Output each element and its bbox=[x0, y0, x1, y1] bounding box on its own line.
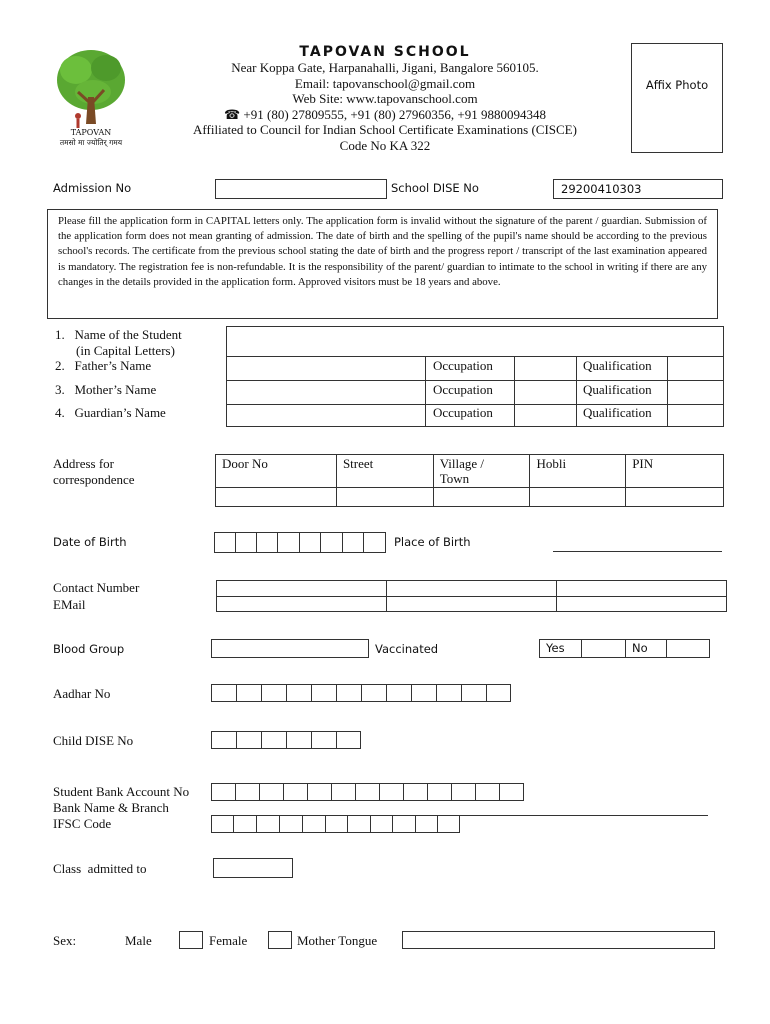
logo-name: TAPOVAN bbox=[70, 128, 112, 137]
bank-account-input-grid[interactable] bbox=[211, 783, 524, 801]
school-code: Code No KA 322 bbox=[339, 137, 431, 153]
dob-digit-box[interactable] bbox=[342, 532, 363, 553]
ifsc-char-box[interactable] bbox=[370, 815, 392, 833]
ifsc-char-box[interactable] bbox=[302, 815, 325, 833]
address-col-pin: PIN bbox=[626, 455, 724, 488]
dise-digit-box[interactable] bbox=[336, 731, 361, 749]
yes-text: Yes bbox=[546, 641, 565, 655]
account-digit-box[interactable] bbox=[403, 783, 427, 801]
village-input[interactable] bbox=[433, 488, 530, 507]
guardian-occupation-input[interactable] bbox=[514, 404, 577, 427]
ifsc-char-box[interactable] bbox=[392, 815, 415, 833]
header-block bbox=[150, 44, 620, 153]
ifsc-char-box[interactable] bbox=[325, 815, 347, 833]
qualification-text: Qualification bbox=[583, 405, 652, 420]
aadhar-digit-box[interactable] bbox=[311, 684, 336, 702]
contact-number-input-3[interactable] bbox=[556, 580, 727, 597]
vaccinated-no-box[interactable] bbox=[666, 639, 710, 658]
photo-label: Affix Photo bbox=[645, 78, 709, 92]
aadhar-digit-box[interactable] bbox=[461, 684, 486, 702]
admission-no-input[interactable] bbox=[215, 179, 387, 199]
account-digit-box[interactable] bbox=[427, 783, 451, 801]
school-dise-field bbox=[553, 179, 723, 199]
account-digit-box[interactable] bbox=[355, 783, 379, 801]
aadhar-digit-box[interactable] bbox=[286, 684, 311, 702]
dise-digit-box[interactable] bbox=[286, 731, 311, 749]
father-qualification-input[interactable] bbox=[667, 356, 724, 381]
address-col-hobli: Hobli bbox=[530, 455, 626, 488]
mother-tongue-label: Mother Tongue bbox=[297, 933, 378, 948]
door-no-input[interactable] bbox=[216, 488, 337, 507]
contact-number-input-2[interactable] bbox=[386, 580, 557, 597]
aadhar-digit-box[interactable] bbox=[211, 684, 236, 702]
account-digit-box[interactable] bbox=[499, 783, 524, 801]
address-table bbox=[215, 454, 724, 507]
ifsc-label: IFSC Code bbox=[53, 816, 112, 831]
father-occupation-label bbox=[425, 356, 515, 381]
pin-input[interactable] bbox=[626, 488, 724, 507]
school-address: Near Koppa Gate, Harpanahalli, Jigani, Bangalore 560105. bbox=[231, 60, 539, 75]
blood-group-label: Blood Group bbox=[53, 642, 125, 656]
vaccinated-yes-label bbox=[539, 639, 582, 658]
email-input-3[interactable] bbox=[556, 596, 727, 612]
dob-digit-box[interactable] bbox=[320, 532, 342, 553]
address-col-door: Door No bbox=[216, 455, 337, 488]
address-col-street: Street bbox=[336, 455, 433, 488]
dob-input-grid[interactable] bbox=[214, 532, 386, 553]
guardian-name-input[interactable] bbox=[226, 404, 426, 427]
father-name-input[interactable] bbox=[226, 356, 426, 381]
ifsc-input-grid[interactable] bbox=[211, 815, 460, 833]
father-occupation-input[interactable] bbox=[514, 356, 577, 381]
account-digit-box[interactable] bbox=[211, 783, 235, 801]
student-name-input[interactable] bbox=[226, 326, 724, 357]
aadhar-digit-box[interactable] bbox=[486, 684, 511, 702]
mother-name-label: 3. Mother’s Name bbox=[55, 382, 157, 397]
instructions-text: Please fill the application form in CAPITAL letters only. The application form is invalid without the signature of the parent / guardian. Submission of the application form does not mean granting of admission. The date of birth and the spelling of the pupil's name should be according to the previous school's records. The certificate from the previous school stating the date of birth and the progress report / transcript of the last examination appeared is mandatory. The registration fee is non-refundable. It is the responsibility of the parent/ guardian to intimate to the school in writing if there are any changes in the details provided in the application form. Approved visitors must be 18 years and above. bbox=[58, 215, 707, 288]
account-digit-box[interactable] bbox=[235, 783, 259, 801]
account-digit-box[interactable] bbox=[379, 783, 403, 801]
vaccinated-label: Vaccinated bbox=[375, 642, 439, 656]
female-checkbox[interactable] bbox=[268, 931, 292, 949]
account-digit-box[interactable] bbox=[259, 783, 283, 801]
account-digit-box[interactable] bbox=[451, 783, 475, 801]
ifsc-char-box[interactable] bbox=[415, 815, 437, 833]
dob-digit-box[interactable] bbox=[214, 532, 235, 553]
dob-digit-box[interactable] bbox=[363, 532, 386, 553]
aadhar-label: Aadhar No bbox=[53, 686, 111, 701]
dise-digit-box[interactable] bbox=[211, 731, 236, 749]
contact-number-input-1[interactable] bbox=[216, 580, 387, 597]
aadhar-input-grid[interactable] bbox=[211, 684, 511, 702]
mother-occupation-label bbox=[425, 380, 515, 405]
school-dise-value: 29200410303 bbox=[561, 182, 642, 196]
aadhar-digit-box[interactable] bbox=[411, 684, 436, 702]
ifsc-char-box[interactable] bbox=[256, 815, 279, 833]
school-affiliation: Affiliated to Council for Indian School Certificate Examinations (CISCE) bbox=[193, 122, 577, 137]
mother-occupation-input[interactable] bbox=[514, 380, 577, 405]
vaccinated-no-label bbox=[625, 639, 667, 658]
bank-name-label: Bank Name & Branch bbox=[53, 800, 169, 815]
male-label: Male bbox=[125, 933, 152, 948]
pob-label: Place of Birth bbox=[394, 535, 471, 549]
occupation-text: Occupation bbox=[433, 382, 493, 397]
email-label: EMail bbox=[53, 597, 86, 612]
email-input-2[interactable] bbox=[386, 596, 557, 612]
account-digit-box[interactable] bbox=[475, 783, 499, 801]
guardian-name-label: 4. Guardian’s Name bbox=[55, 405, 166, 420]
guardian-qualification-label bbox=[576, 404, 668, 427]
mother-qualification-label bbox=[576, 380, 668, 405]
student-name-sublabel: (in Capital Letters) bbox=[76, 343, 175, 358]
dob-digit-box[interactable] bbox=[277, 532, 299, 553]
male-checkbox[interactable] bbox=[179, 931, 203, 949]
guardian-occupation-label bbox=[425, 404, 515, 427]
email-input-1[interactable] bbox=[216, 596, 387, 612]
address-label-line2: correspondence bbox=[53, 472, 135, 487]
ifsc-char-box[interactable] bbox=[233, 815, 256, 833]
bank-account-label: Student Bank Account No bbox=[53, 784, 190, 799]
dise-digit-box[interactable] bbox=[236, 731, 261, 749]
dob-digit-box[interactable] bbox=[235, 532, 256, 553]
contact-number-label: Contact Number bbox=[53, 580, 140, 595]
school-logo bbox=[48, 42, 134, 152]
blood-group-input[interactable] bbox=[211, 639, 369, 658]
hobli-input[interactable] bbox=[530, 488, 626, 507]
account-digit-box[interactable] bbox=[283, 783, 307, 801]
ifsc-char-box[interactable] bbox=[279, 815, 302, 833]
mother-name-input[interactable] bbox=[226, 380, 426, 405]
address-label-line1: Address for bbox=[53, 456, 115, 471]
ifsc-char-box[interactable] bbox=[347, 815, 370, 833]
father-qualification-label bbox=[576, 356, 668, 381]
mother-tongue-input[interactable] bbox=[402, 931, 715, 949]
account-digit-box[interactable] bbox=[331, 783, 355, 801]
pob-input-line[interactable] bbox=[553, 551, 722, 552]
class-admitted-label: Class admitted to bbox=[53, 861, 147, 876]
qualification-text: Qualification bbox=[583, 382, 652, 397]
guardian-qualification-input[interactable] bbox=[667, 404, 724, 427]
dob-digit-box[interactable] bbox=[299, 532, 320, 553]
admission-label: Admission No bbox=[53, 181, 132, 195]
ifsc-char-box[interactable] bbox=[437, 815, 460, 833]
dob-label: Date of Birth bbox=[53, 535, 127, 549]
qualification-text: Qualification bbox=[583, 358, 652, 373]
occupation-text: Occupation bbox=[433, 405, 493, 420]
ifsc-char-box[interactable] bbox=[211, 815, 233, 833]
aadhar-digit-box[interactable] bbox=[336, 684, 361, 702]
aadhar-digit-box[interactable] bbox=[361, 684, 386, 702]
address-header-row bbox=[216, 455, 724, 488]
school-phone: ☎ +91 (80) 27809555, +91 (80) 27960356, +91 9880094348 bbox=[223, 106, 546, 122]
address-input-row bbox=[216, 488, 724, 507]
aadhar-digit-box[interactable] bbox=[436, 684, 461, 702]
mother-qualification-input[interactable] bbox=[667, 380, 724, 405]
street-input[interactable] bbox=[336, 488, 433, 507]
dise-digit-box[interactable] bbox=[311, 731, 336, 749]
school-name: TAPOVAN SCHOOL bbox=[299, 44, 471, 60]
dob-digit-box[interactable] bbox=[256, 532, 277, 553]
aadhar-digit-box[interactable] bbox=[386, 684, 411, 702]
no-text: No bbox=[632, 641, 648, 655]
class-admitted-input[interactable] bbox=[213, 858, 293, 878]
logo-motto: तमसो मा ज्योतिर् गमय bbox=[59, 138, 123, 147]
school-email: Email: tapovanschool@gmail.com bbox=[294, 75, 476, 91]
student-name-label: 1. Name of the Student bbox=[55, 327, 182, 342]
sex-label: Sex: bbox=[53, 933, 77, 948]
address-col-village: Village / Town bbox=[433, 455, 530, 488]
photo-box[interactable] bbox=[631, 43, 723, 153]
child-dise-input-grid[interactable] bbox=[211, 731, 361, 749]
school-website: Web Site: www.tapovanschool.com bbox=[292, 91, 478, 106]
school-dise-label: School DISE No bbox=[391, 181, 479, 195]
aadhar-digit-box[interactable] bbox=[261, 684, 286, 702]
female-label: Female bbox=[209, 933, 248, 948]
child-dise-label: Child DISE No bbox=[53, 733, 134, 748]
account-digit-box[interactable] bbox=[307, 783, 331, 801]
father-name-label: 2. Father’s Name bbox=[55, 358, 152, 373]
aadhar-digit-box[interactable] bbox=[236, 684, 261, 702]
vaccinated-yes-box[interactable] bbox=[581, 639, 626, 658]
instructions-notice bbox=[47, 209, 718, 319]
dise-digit-box[interactable] bbox=[261, 731, 286, 749]
occupation-text: Occupation bbox=[433, 358, 493, 373]
